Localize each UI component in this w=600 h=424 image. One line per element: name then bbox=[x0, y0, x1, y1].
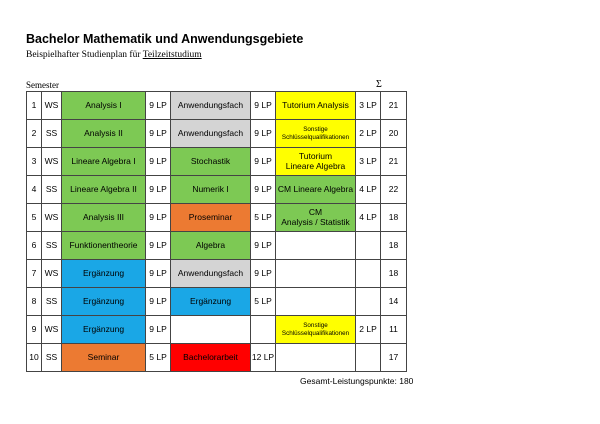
module-cell bbox=[276, 120, 356, 148]
semester-term: SS bbox=[42, 176, 62, 204]
semester-term: WS bbox=[42, 204, 62, 232]
module-cell: Ergänzung bbox=[62, 288, 146, 316]
lp-cell: 9 LP bbox=[146, 204, 171, 232]
semester-number: 8 bbox=[27, 288, 42, 316]
module-line: Lineare Algebra bbox=[285, 160, 346, 171]
sum-cell: 20 bbox=[381, 120, 407, 148]
semester-term: SS bbox=[42, 288, 62, 316]
lp-cell: 9 LP bbox=[251, 260, 276, 288]
module-cell: Anwendungsfach bbox=[171, 120, 251, 148]
module-line: Schlüsselqualifikationen bbox=[281, 133, 350, 141]
sum-cell: 21 bbox=[381, 92, 407, 120]
table-row bbox=[27, 204, 407, 232]
module-line: Tutorium bbox=[298, 150, 333, 161]
lp-cell bbox=[356, 232, 381, 260]
semester-term: SS bbox=[42, 120, 62, 148]
lp-cell bbox=[356, 260, 381, 288]
lp-cell: 9 LP bbox=[146, 120, 171, 148]
semester-term: WS bbox=[42, 92, 62, 120]
sum-label: Σ bbox=[376, 79, 382, 90]
module-cell: Analysis I bbox=[62, 92, 146, 120]
lp-cell: 9 LP bbox=[251, 92, 276, 120]
module-cell: Funktionentheorie bbox=[62, 232, 146, 260]
subtitle-text: Beispielhafter Studienplan für bbox=[26, 50, 143, 60]
lp-cell: 3 LP bbox=[356, 148, 381, 176]
sum-cell: 11 bbox=[381, 316, 407, 344]
page-title: Bachelor Mathematik und Anwendungsgebiete bbox=[26, 32, 304, 46]
module-cell bbox=[276, 148, 356, 176]
module-cell: Ergänzung bbox=[62, 316, 146, 344]
empty-cell bbox=[276, 288, 356, 316]
lp-cell: 5 LP bbox=[251, 288, 276, 316]
lp-cell: 9 LP bbox=[251, 120, 276, 148]
sum-cell: 18 bbox=[381, 204, 407, 232]
module-line: Sonstige bbox=[303, 125, 328, 133]
semester-number: 9 bbox=[27, 316, 42, 344]
module-cell: Seminar bbox=[62, 344, 146, 372]
empty-cell bbox=[276, 260, 356, 288]
table-row bbox=[27, 148, 407, 176]
semester-term: SS bbox=[42, 232, 62, 260]
module-cell: Ergänzung bbox=[62, 260, 146, 288]
lp-cell: 9 LP bbox=[146, 316, 171, 344]
lp-cell: 9 LP bbox=[146, 148, 171, 176]
module-cell: Analysis III bbox=[62, 204, 146, 232]
module-cell: CM Lineare Algebra bbox=[276, 176, 356, 204]
lp-cell: 12 LP bbox=[251, 344, 276, 372]
table-row bbox=[27, 344, 407, 372]
module-cell: Numerik I bbox=[171, 176, 251, 204]
table-row bbox=[27, 92, 407, 120]
module-cell: Proseminar bbox=[171, 204, 251, 232]
empty-cell bbox=[276, 344, 356, 372]
module-line: Analysis / Statistik bbox=[281, 216, 350, 227]
semester-term: WS bbox=[42, 316, 62, 344]
semester-number: 2 bbox=[27, 120, 42, 148]
lp-cell: 5 LP bbox=[146, 344, 171, 372]
subtitle-link[interactable]: Teilzeitstudium bbox=[142, 50, 202, 60]
lp-cell: 9 LP bbox=[251, 232, 276, 260]
lp-cell bbox=[356, 288, 381, 316]
lp-cell bbox=[356, 344, 381, 372]
module-cell: Anwendungsfach bbox=[171, 92, 251, 120]
lp-cell bbox=[251, 316, 276, 344]
module-line: CM bbox=[308, 206, 323, 217]
module-cell: Anwendungsfach bbox=[171, 260, 251, 288]
semester-number: 7 bbox=[27, 260, 42, 288]
empty-cell bbox=[276, 232, 356, 260]
semester-number: 3 bbox=[27, 148, 42, 176]
lp-cell: 4 LP bbox=[356, 204, 381, 232]
lp-cell: 9 LP bbox=[251, 148, 276, 176]
table-row bbox=[27, 176, 407, 204]
semester-number: 1 bbox=[27, 92, 42, 120]
sum-cell: 14 bbox=[381, 288, 407, 316]
lp-cell: 9 LP bbox=[146, 92, 171, 120]
page-subtitle bbox=[26, 50, 202, 60]
sum-cell: 18 bbox=[381, 260, 407, 288]
semester-number: 5 bbox=[27, 204, 42, 232]
module-cell: Bachelorarbeit bbox=[171, 344, 251, 372]
semester-term: WS bbox=[42, 260, 62, 288]
sum-cell: 17 bbox=[381, 344, 407, 372]
table-row bbox=[27, 120, 407, 148]
lp-cell: 9 LP bbox=[146, 260, 171, 288]
lp-cell: 5 LP bbox=[251, 204, 276, 232]
lp-cell: 4 LP bbox=[356, 176, 381, 204]
sum-cell: 22 bbox=[381, 176, 407, 204]
semester-term: WS bbox=[42, 148, 62, 176]
module-cell: Algebra bbox=[171, 232, 251, 260]
semester-label: Semester bbox=[26, 80, 59, 90]
module-cell: Lineare Algebra I bbox=[62, 148, 146, 176]
module-cell: Ergänzung bbox=[171, 288, 251, 316]
module-cell: Tutorium Analysis bbox=[276, 92, 356, 120]
table-row bbox=[27, 316, 407, 344]
study-plan-table bbox=[26, 91, 407, 372]
lp-cell: 9 LP bbox=[146, 288, 171, 316]
module-line: Schlüsselqualifikationen bbox=[281, 329, 350, 337]
lp-cell: 3 LP bbox=[356, 92, 381, 120]
empty-cell bbox=[171, 316, 251, 344]
module-cell: Analysis II bbox=[62, 120, 146, 148]
module-cell bbox=[276, 316, 356, 344]
lp-cell: 2 LP bbox=[356, 120, 381, 148]
lp-cell: 9 LP bbox=[146, 176, 171, 204]
semester-number: 10 bbox=[27, 344, 42, 372]
semester-term: SS bbox=[42, 344, 62, 372]
module-cell bbox=[276, 204, 356, 232]
semester-number: 4 bbox=[27, 176, 42, 204]
sum-cell: 18 bbox=[381, 232, 407, 260]
semester-number: 6 bbox=[27, 232, 42, 260]
total-credits: Gesamt-Leistungspunkte: 180 bbox=[300, 376, 414, 386]
lp-cell: 9 LP bbox=[146, 232, 171, 260]
table-row bbox=[27, 232, 407, 260]
module-cell: Stochastik bbox=[171, 148, 251, 176]
sum-cell: 21 bbox=[381, 148, 407, 176]
table-row bbox=[27, 288, 407, 316]
module-cell: Lineare Algebra II bbox=[62, 176, 146, 204]
table-row bbox=[27, 260, 407, 288]
lp-cell: 2 LP bbox=[356, 316, 381, 344]
module-line: Sonstige bbox=[303, 321, 328, 329]
lp-cell: 9 LP bbox=[251, 176, 276, 204]
